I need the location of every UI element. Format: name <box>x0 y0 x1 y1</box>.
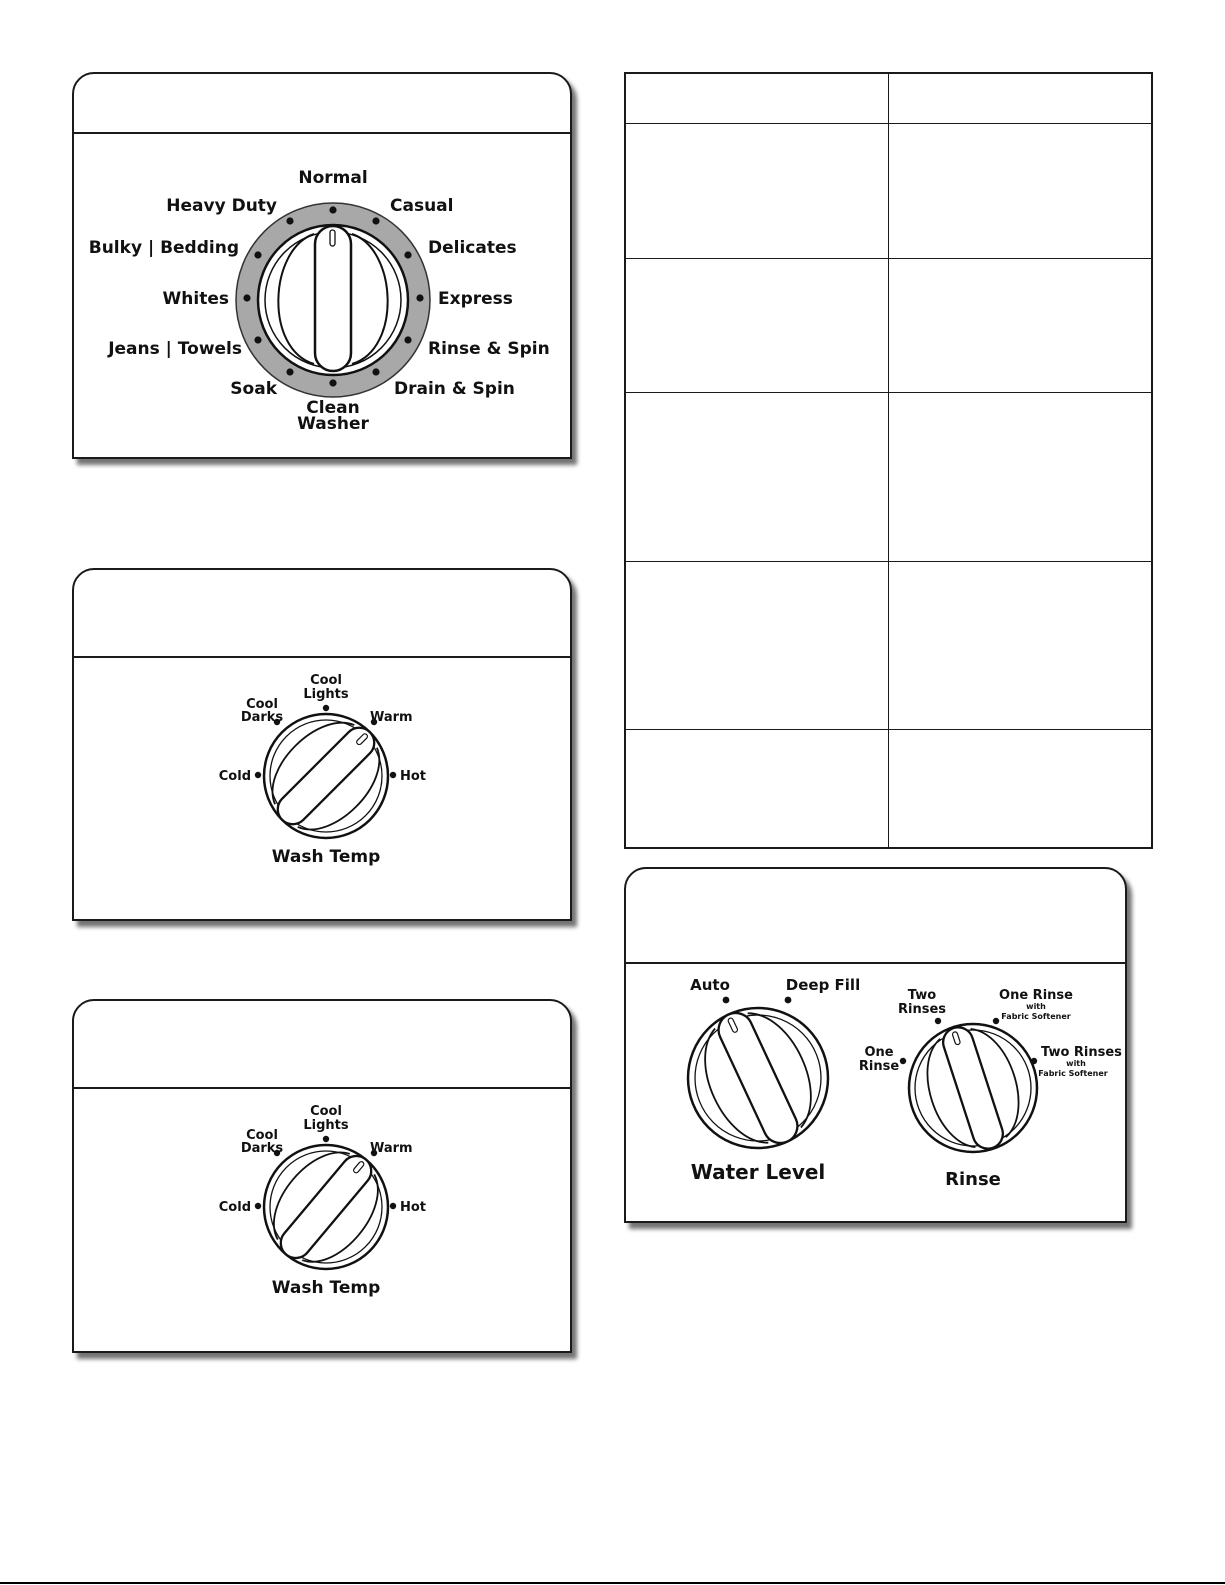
page-bottom-rule <box>0 1582 1225 1584</box>
water-level-rinse-diagram <box>626 869 1129 1225</box>
label-warm: Warm <box>370 710 413 725</box>
wash-temp-knob-diagram <box>74 1001 574 1355</box>
label-auto: Auto <box>690 976 730 994</box>
label-cool: Cool <box>246 1128 278 1143</box>
label-cool: Cool <box>246 697 278 712</box>
wash-temp-title: Wash Temp <box>271 1278 381 1298</box>
label-one-rinse: One Rinse <box>999 988 1073 1003</box>
knob-grip[interactable] <box>315 226 351 371</box>
table-row <box>625 73 1152 123</box>
label-washer: Washer <box>297 414 369 434</box>
water-level-title: Water Level <box>690 1160 826 1184</box>
table-cell <box>889 392 1153 561</box>
label-delicates: Delicates <box>428 238 517 258</box>
label-lights: Lights <box>303 1118 349 1133</box>
table-cell <box>889 729 1153 848</box>
label-two-rinses: Two Rinses <box>1041 1045 1122 1060</box>
water-level-rinse-panel <box>624 867 1127 1223</box>
label-one: One <box>864 1045 894 1060</box>
label-hot: Hot <box>400 1200 427 1215</box>
label-cold: Cold <box>218 769 251 784</box>
label-two: Two <box>907 988 937 1003</box>
label-rinses: Rinses <box>897 1002 947 1017</box>
label-with: with <box>1026 1002 1046 1011</box>
label-casual: Casual <box>390 196 454 216</box>
wash-temp-title: Wash Temp <box>271 847 381 867</box>
label-express: Express <box>438 289 513 309</box>
water-level-knob[interactable] <box>685 994 831 1161</box>
table-cell <box>889 73 1153 123</box>
knob-pointer-icon <box>330 230 335 246</box>
label-cool: Cool <box>310 1104 342 1119</box>
table-row <box>625 392 1152 561</box>
table-row <box>625 258 1152 392</box>
label-deep-fill: Deep Fill <box>785 976 861 994</box>
table-cell <box>625 123 889 258</box>
label-drain-spin: Drain & Spin <box>394 379 515 399</box>
label-soak: Soak <box>230 379 277 399</box>
label-normal: Normal <box>298 168 368 188</box>
wash-temp-panel-1 <box>72 568 572 921</box>
label-bulky-bedding: Bulky | Bedding <box>88 238 239 258</box>
label-rinse: Rinse <box>858 1059 900 1074</box>
label-darks: Darks <box>240 1141 284 1156</box>
table-cell <box>625 73 889 123</box>
label-cool: Cool <box>310 673 342 688</box>
table-cell <box>625 258 889 392</box>
table-row <box>625 729 1152 848</box>
label-fabric-softener: Fabric Softener <box>1038 1069 1108 1078</box>
label-cold: Cold <box>218 1200 251 1215</box>
table-cell <box>889 258 1153 392</box>
label-rinse-spin: Rinse & Spin <box>428 339 550 359</box>
cycle-selector-panel <box>72 72 572 459</box>
label-clean: Clean <box>306 398 360 418</box>
table-cell <box>625 729 889 848</box>
table-row <box>625 561 1152 729</box>
wash-temp-knob-diagram <box>74 570 574 923</box>
table-row <box>625 123 1152 258</box>
label-warm: Warm <box>370 1141 413 1156</box>
rinse-title: Rinse <box>945 1169 1001 1190</box>
label-lights: Lights <box>303 687 349 702</box>
table-cell <box>625 561 889 729</box>
settings-table <box>624 72 1153 849</box>
label-hot: Hot <box>400 769 427 784</box>
label-fabric-softener: Fabric Softener <box>1001 1012 1071 1021</box>
label-whites: Whites <box>162 289 229 309</box>
label-jeans-towels: Jeans | Towels <box>108 339 242 359</box>
table-cell <box>889 123 1153 258</box>
table-cell <box>889 561 1153 729</box>
label-darks: Darks <box>240 710 284 725</box>
label-with: with <box>1066 1059 1086 1068</box>
wash-temp-panel-2 <box>72 999 572 1353</box>
rinse-knob[interactable] <box>909 1015 1037 1161</box>
cycle-knob-diagram <box>74 74 574 461</box>
table-cell <box>625 392 889 561</box>
setting-dots <box>723 997 792 1004</box>
label-heavy-duty: Heavy Duty <box>166 196 277 216</box>
